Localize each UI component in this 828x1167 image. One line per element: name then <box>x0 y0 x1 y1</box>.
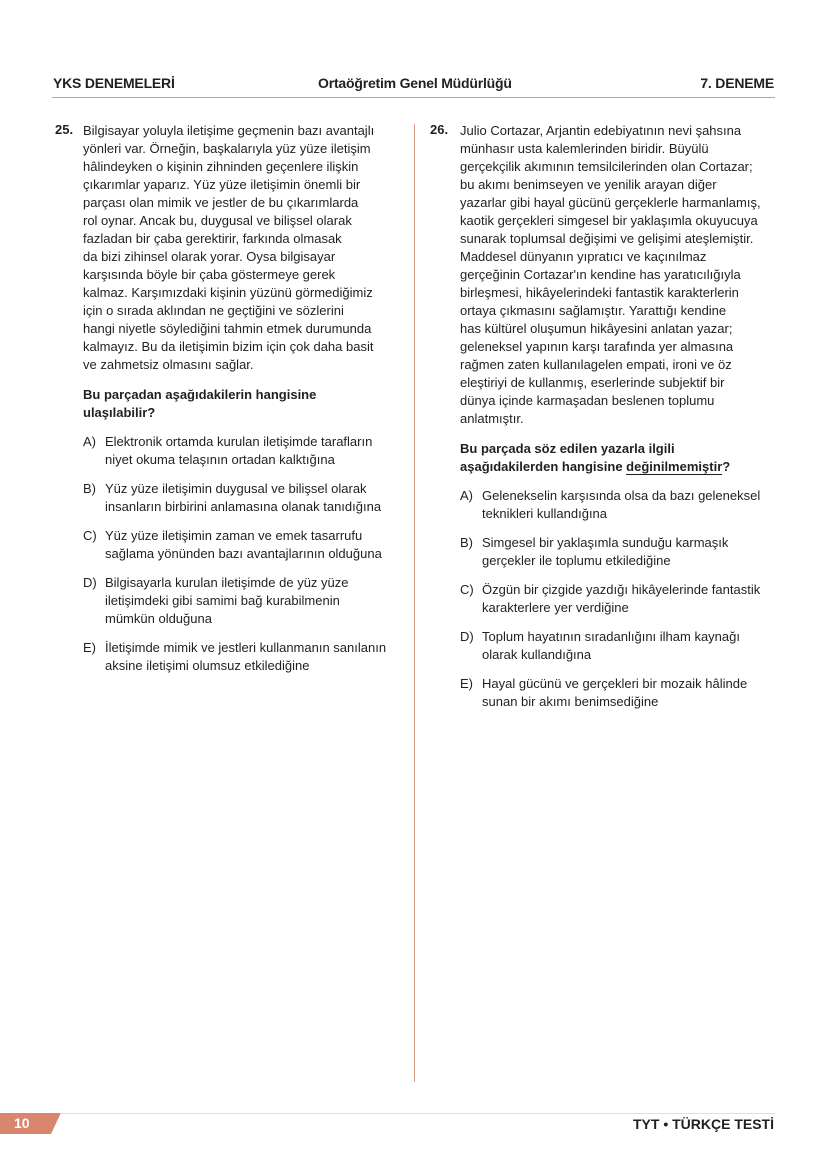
option-text-line: İletişimde mimik ve jestleri kullanmanın sanılanın <box>105 640 387 655</box>
option-letter: C) <box>460 582 474 597</box>
stem-line <box>83 404 408 422</box>
option-text-line: Özgün bir çizgide yazdığı hikâyelerinde fantastik <box>482 582 761 597</box>
option-text-line: Simgesel bir yaklaşımla sunduğu karmaşık <box>482 535 729 550</box>
header-divider <box>52 97 775 98</box>
passage-line: eleştiriyi de kullanmış, eserlerinde subjektif bir <box>460 375 725 390</box>
passage-line: kaotik gerçekleri simgesel bir yaklaşımla okuyucuya <box>460 213 758 228</box>
option-text-line: mümkün olduğuna <box>105 611 212 626</box>
answer-option-d[interactable] <box>460 628 780 664</box>
answer-option-c[interactable] <box>460 581 780 617</box>
passage-line: yazarlar gibi hayal gücünü gerçeklerle harmanlamış, <box>460 195 761 210</box>
passage-line: yönleri var. Örneğin, başkalarıyla yüz yüze iletişim <box>83 141 371 156</box>
stem-line <box>83 386 408 404</box>
question-stem <box>83 386 408 422</box>
passage-line: dünya içinde karmaşadan beslenen toplumu <box>460 393 715 408</box>
column-divider <box>414 124 415 1082</box>
passage-line: gerçekçilik akımının temsilcilerinden olan Cortazar; <box>460 159 753 174</box>
header-series-title: YKS DENEMELERİ <box>53 75 175 91</box>
passage-line: fazladan bir çaba gerektirir, farkında olmasak <box>83 231 342 246</box>
passage-line: Maddesel dünyanın yıpratıcı ve kaçınılmaz <box>460 249 707 264</box>
option-letter: A) <box>83 434 96 449</box>
answer-option-b[interactable] <box>460 534 780 570</box>
passage-line: geleneksel yapının karşı tarafında yer almasına <box>460 339 734 354</box>
stem-line <box>460 440 780 458</box>
passage-line: bu akımı benimseyen ve yenilik arayan diğer <box>460 177 717 192</box>
option-text-line: Yüz yüze iletişimin zaman ve emek tasarrufu <box>105 528 363 543</box>
passage-line: rağmen zaten kullanılagelen empati, ironi ve öz <box>460 357 732 372</box>
stem-end: ? <box>722 459 731 474</box>
passage-line: rol oynar. Ancak bu, duygusal ve bilişsel olarak <box>83 213 352 228</box>
passage-line: çıkarımlar yaparız. Yüz yüze iletişimin önemli bir <box>83 177 361 192</box>
option-letter: B) <box>460 535 473 550</box>
header-exam-number: 7. DENEME <box>700 75 774 91</box>
option-text-line: insanların birbirini anlamasına olanak tanıdığına <box>105 499 382 514</box>
passage <box>460 122 780 428</box>
passage-line: da bizi zihinsel olarak yorar. Oysa bilgisayar <box>83 249 336 264</box>
option-text-line: Gelenekselin karşısında olsa da bazı geleneksel <box>482 488 761 503</box>
header-publisher: Ortaöğretim Genel Müdürlüğü <box>318 75 512 91</box>
passage-line: ortaya çıkmasını sağlamıştır. Yarattığı kendine <box>460 303 727 318</box>
option-letter: A) <box>460 488 473 503</box>
stem-emphasis: değinilmemiştir <box>626 459 723 474</box>
passage-line: hâlindeyken o kişinin zihninden geçenlere ilişkin <box>83 159 359 174</box>
option-text-line: aksine iletişimi olumsuz etkilediğine <box>105 658 310 673</box>
footer-divider <box>60 1113 775 1114</box>
passage-line: ve zahmetsiz olmasını sağlar. <box>83 357 254 372</box>
option-letter: D) <box>83 575 97 590</box>
option-letter: B) <box>83 481 96 496</box>
page-number: 10 <box>0 1113 50 1134</box>
option-text-line: karakterlere yer verdiğine <box>482 600 629 615</box>
answer-option-a[interactable] <box>460 487 780 523</box>
passage-line: kalmaz. Karşımızdaki kişinin yüzünü görmediğimiz <box>83 285 373 300</box>
option-text-line: iletişimdeki gibi samimi bağ kurabilmenin <box>105 593 340 608</box>
answer-option-a[interactable] <box>83 433 408 469</box>
question-25-number: 25. <box>55 122 74 137</box>
option-text-line: Elektronik ortamda kurulan iletişimde tarafların <box>105 434 373 449</box>
question-26 <box>460 122 780 711</box>
passage-line: parçası olan mimik ve jestler de bu çıkarımlarda <box>83 195 359 210</box>
question-stem <box>460 440 780 476</box>
passage-line: has kültürel oluşumun hikâyesini anlatan yazar; <box>460 321 733 336</box>
passage-line: gerçeğinin Cortazar'ın kendine has yaratıcılığıyla <box>460 267 741 282</box>
answer-option-e[interactable] <box>460 675 780 711</box>
passage-line: Bilgisayar yoluyla iletişime geçmenin bazı avantajlı <box>83 123 375 138</box>
option-text-line: Toplum hayatının sıradanlığını ilham kaynağı <box>482 629 740 644</box>
option-text-line: Bilgisayarla kurulan iletişimde de yüz yüze <box>105 575 349 590</box>
option-text-line: olarak kullandığına <box>482 647 592 662</box>
passage-line: sunarak toplumsal değişimi ve gelişimi ateşlemiştir. <box>460 231 754 246</box>
footer-test-name: TYT • TÜRKÇE TESTİ <box>632 1116 774 1132</box>
passage-line: anlatmıştır. <box>460 411 524 426</box>
stem-text: ulaşılabilir? <box>83 405 156 420</box>
passage <box>83 122 408 374</box>
option-text-line: niyet okuma telaşının ortadan kalktığına <box>105 452 335 467</box>
passage-line: için o sırada aklından ne geçtiğini ve sözlerini <box>83 303 344 318</box>
option-letter: E) <box>460 676 473 691</box>
passage-line: karşısında böyle bir çaba göstermeye gerek <box>83 267 336 282</box>
option-text-line: sağlama yönünden bazı avantajlarının olduğuna <box>105 546 382 561</box>
passage-line: hangi niyetle söylediğini tahmin etmek durumunda <box>83 321 372 336</box>
option-text-line: sunan bir akımı benimsediğine <box>482 694 659 709</box>
passage-line: birleşmesi, hikâyelerindeki fantastik karakterlerin <box>460 285 739 300</box>
question-25 <box>83 122 408 675</box>
passage-line: kalmayız. Bu da iletişimin bizim için çok daha basit <box>83 339 374 354</box>
stem-text: Bu parçadan aşağıdakilerin hangisine <box>83 387 317 402</box>
page-number-tab-decoration <box>50 1113 64 1134</box>
answer-option-c[interactable] <box>83 527 408 563</box>
passage-line: Julio Cortazar, Arjantin edebiyatının nevi şahsına <box>460 123 742 138</box>
stem-text: aşağıdakilerden hangisine <box>460 459 627 474</box>
answer-option-b[interactable] <box>83 480 408 516</box>
option-letter: E) <box>83 640 96 655</box>
answer-option-d[interactable] <box>83 574 408 628</box>
option-text-line: teknikleri kullandığına <box>482 506 608 521</box>
stem-line <box>460 458 780 476</box>
stem-text: Bu parçada söz edilen yazarla ilgili <box>460 441 675 456</box>
passage-line: münhasır usta kalemlerinden biridir. Büyülü <box>460 141 709 156</box>
option-letter: D) <box>460 629 474 644</box>
option-text-line: Hayal gücünü ve gerçekleri bir mozaik hâlinde <box>482 676 748 691</box>
option-text-line: Yüz yüze iletişimin duygusal ve bilişsel olarak <box>105 481 367 496</box>
answer-option-e[interactable] <box>83 639 408 675</box>
option-letter: C) <box>83 528 97 543</box>
option-text-line: gerçekler ile toplumu etkilediğine <box>482 553 671 568</box>
question-26-number: 26. <box>430 122 449 137</box>
